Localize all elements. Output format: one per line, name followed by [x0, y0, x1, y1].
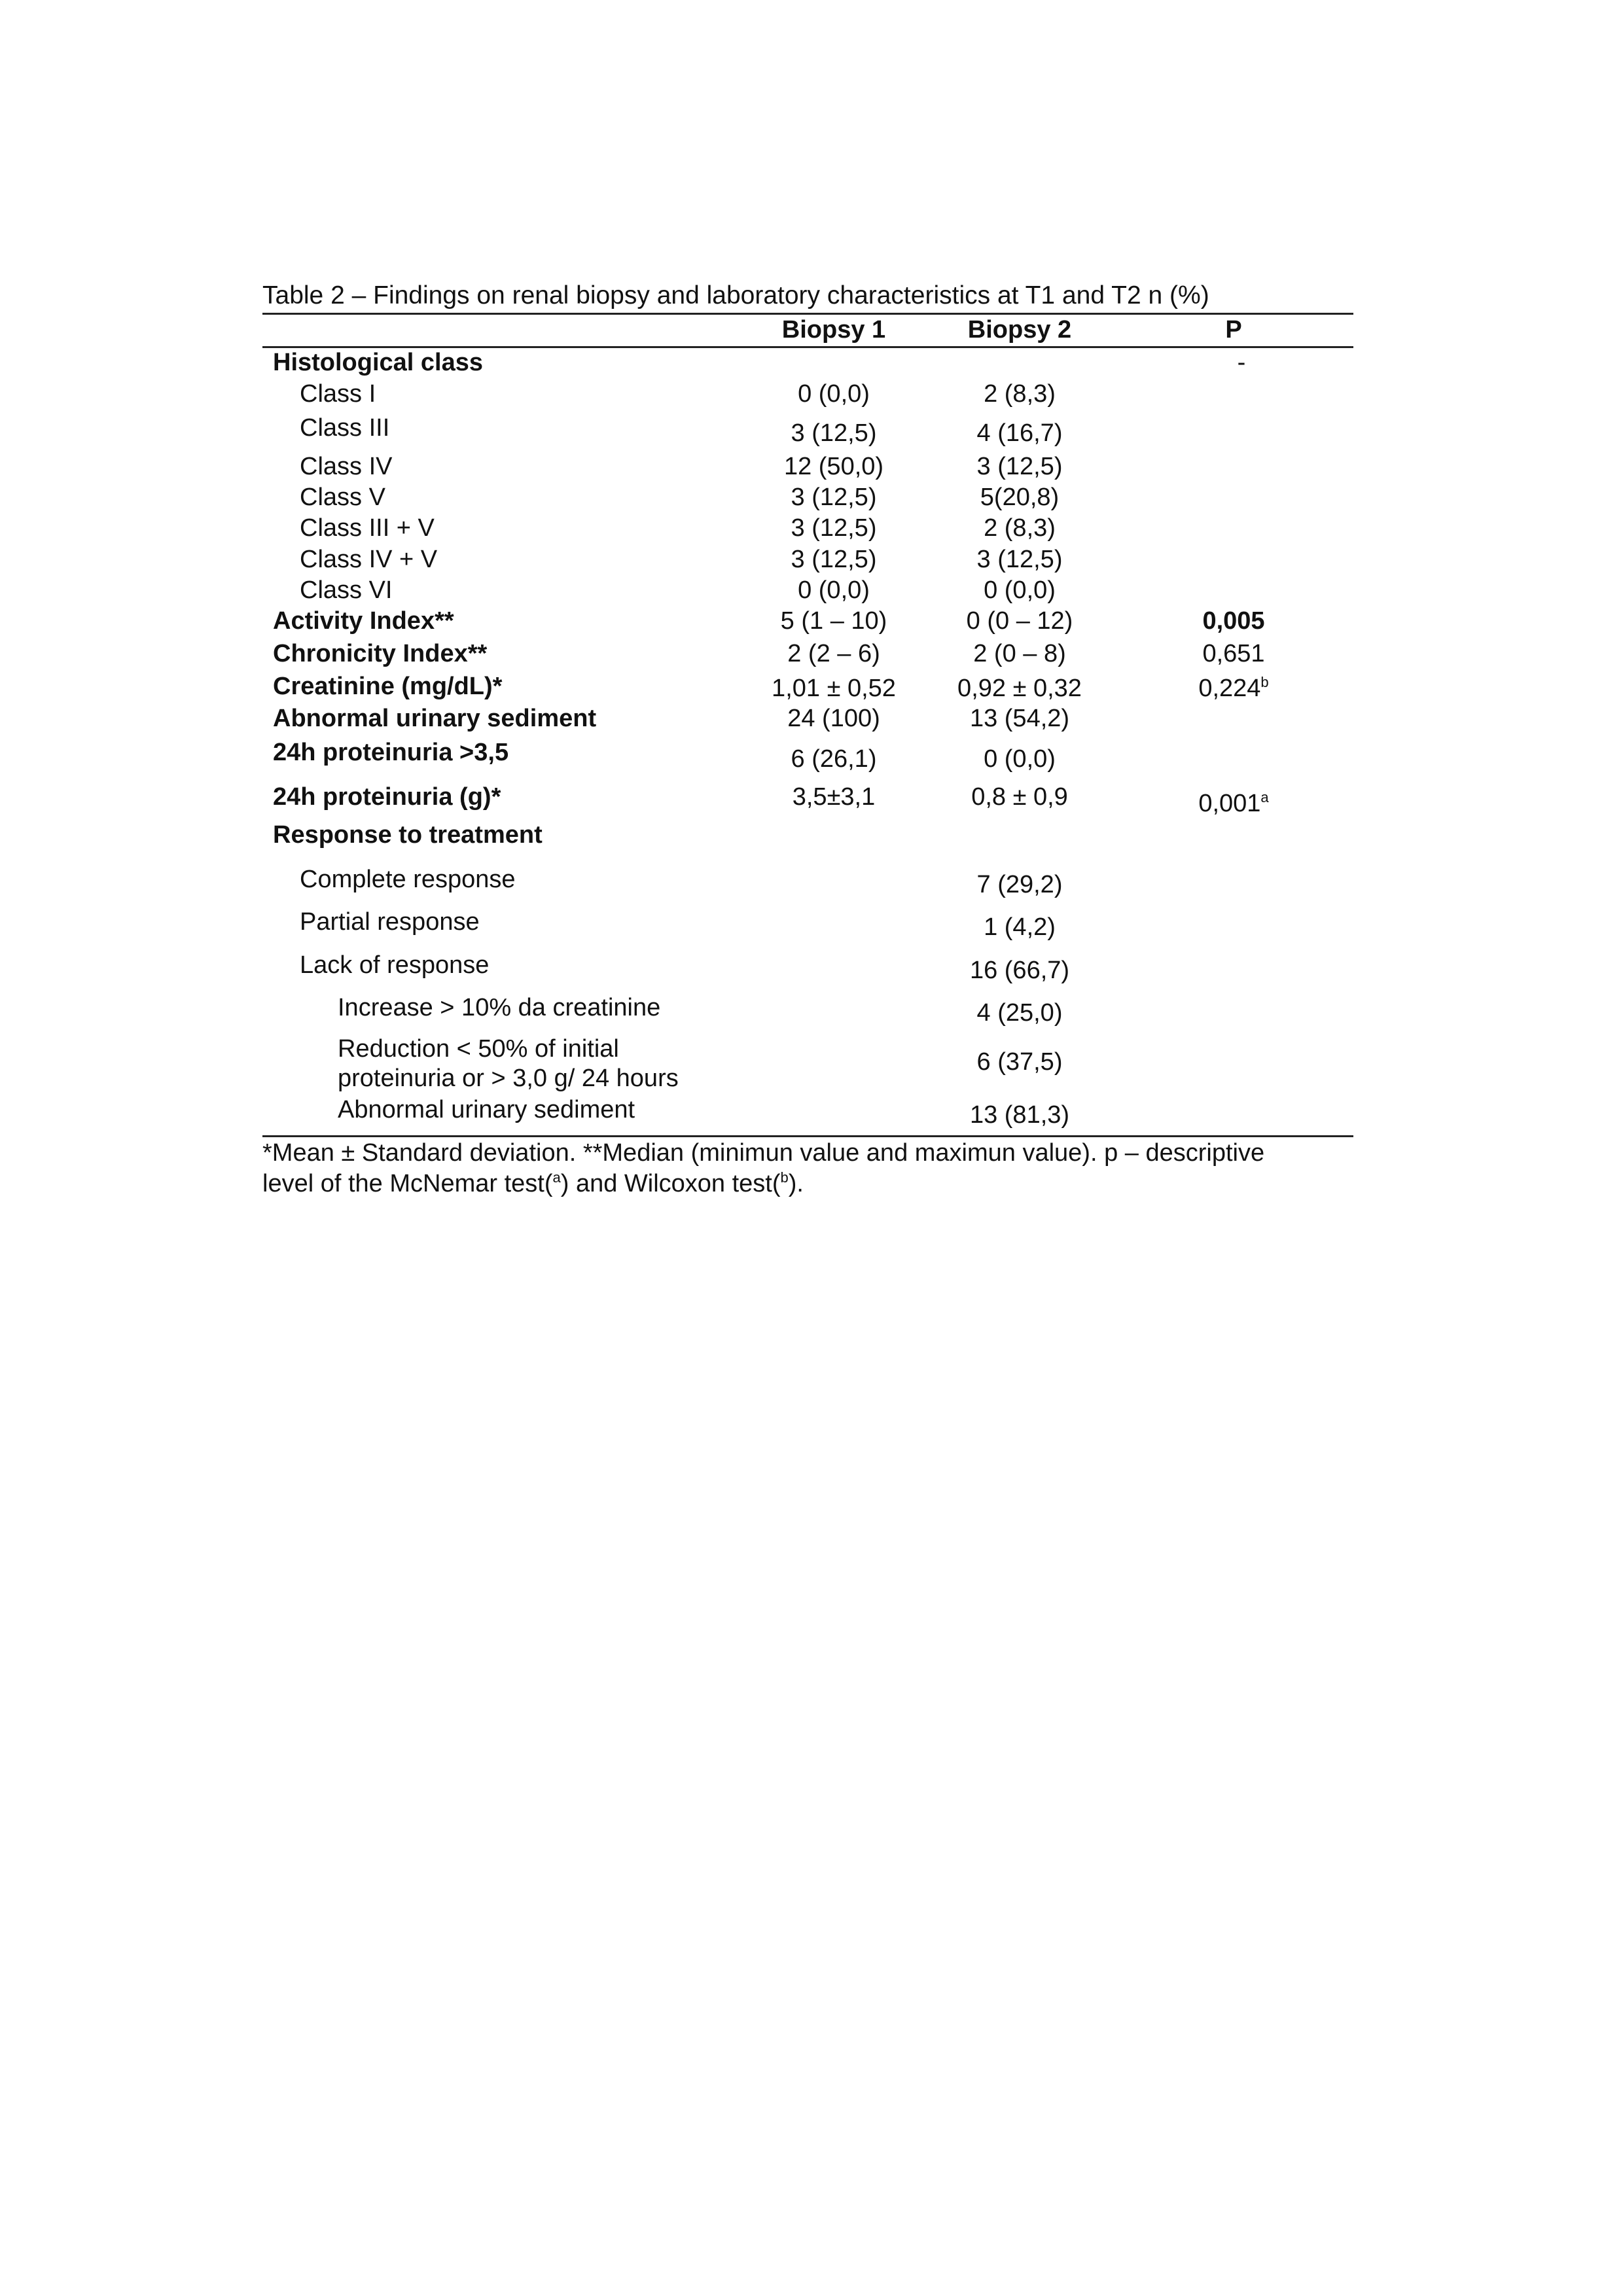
biopsy1-value: 5 (1 – 10)	[780, 607, 887, 635]
biopsy1-value: 0 (0,0)	[798, 380, 870, 408]
footnote-text: ) and Wilcoxon test(	[560, 1170, 781, 1197]
p-value-text: 0,001	[1198, 790, 1261, 817]
row-label: Complete response	[300, 866, 516, 893]
biopsy2-value: 1 (4,2)	[984, 913, 1056, 941]
row-label: Increase > 10% da creatinine	[338, 994, 661, 1021]
biopsy2-value: 3 (12,5)	[976, 546, 1063, 573]
footnote-text: level of the McNemar test(	[262, 1170, 553, 1197]
row-label: Abnormal urinary sediment	[338, 1096, 635, 1123]
biopsy2-value: 6 (37,5)	[976, 1048, 1063, 1076]
p-value	[1202, 607, 1264, 635]
column-header-biopsy2: Biopsy 2	[967, 316, 1072, 344]
row-label-continued: proteinuria or > 3,0 g/ 24 hours	[338, 1065, 679, 1092]
p-value-text: 0,005	[1202, 607, 1265, 635]
p-value	[1202, 639, 1264, 668]
footnote-sup-a: a	[552, 1169, 561, 1186]
biopsy2-value: 0 (0 – 12)	[966, 607, 1073, 635]
row-label: Class IV	[300, 453, 393, 480]
p-value	[1238, 348, 1246, 377]
row-label: 24h proteinuria >3,5	[273, 739, 509, 766]
biopsy2-value: 2 (8,3)	[984, 514, 1056, 542]
row-label: Class V	[300, 484, 385, 511]
row-label: Lack of response	[300, 951, 490, 979]
biopsy1-value: 2 (2 – 6)	[787, 640, 880, 667]
biopsy1-value: 6 (26,1)	[791, 745, 877, 773]
footnote-text: ).	[788, 1170, 804, 1197]
biopsy2-value: 13 (81,3)	[969, 1101, 1070, 1129]
biopsy2-value: 0 (0,0)	[984, 576, 1056, 604]
row-label: Abnormal urinary sediment	[273, 705, 597, 732]
footnote-sup-b: b	[780, 1169, 789, 1186]
row-label: Reduction < 50% of initial	[338, 1035, 619, 1063]
biopsy2-value: 16 (66,7)	[969, 957, 1070, 984]
p-value-superscript: a	[1260, 789, 1269, 805]
row-label: Partial response	[300, 908, 480, 936]
row-label: Chronicity Index**	[273, 640, 488, 667]
row-label: Class I	[300, 380, 376, 408]
biopsy1-value: 3,5±3,1	[792, 783, 876, 811]
biopsy2-value: 13 (54,2)	[969, 705, 1070, 732]
row-label: Class VI	[300, 576, 393, 604]
biopsy1-value: 3 (12,5)	[791, 514, 877, 542]
biopsy2-value: 5(20,8)	[980, 484, 1060, 511]
biopsy2-value: 2 (0 – 8)	[973, 640, 1066, 667]
biopsy2-value: 4 (25,0)	[976, 999, 1063, 1027]
row-label: Histological class	[273, 349, 484, 376]
biopsy2-value: 4 (16,7)	[976, 419, 1063, 447]
biopsy2-value: 0 (0,0)	[984, 745, 1056, 773]
column-header-p: P	[1225, 316, 1242, 344]
p-value-text: 0,651	[1202, 640, 1265, 667]
biopsy1-value: 12 (50,0)	[783, 453, 884, 480]
biopsy2-value: 0,8 ± 0,9	[971, 783, 1068, 811]
row-label: 24h proteinuria (g)*	[273, 783, 501, 811]
row-label: Class IV + V	[300, 546, 438, 573]
p-value-text: 0,224	[1198, 675, 1261, 702]
row-label: Class III + V	[300, 514, 435, 542]
biopsy2-value: 0,92 ± 0,32	[957, 675, 1082, 702]
biopsy1-value: 3 (12,5)	[791, 484, 877, 511]
footnote-line1: *Mean ± Standard deviation. **Median (minimun value and maximun value). p – descriptive	[262, 1139, 1265, 1167]
p-value-text: -	[1237, 349, 1246, 376]
p-value-superscript: b	[1260, 674, 1269, 690]
top-rule	[262, 313, 1353, 315]
biopsy1-value: 1,01 ± 0,52	[772, 675, 896, 702]
footnote-line2	[262, 1169, 804, 1198]
biopsy1-value: 24 (100)	[787, 705, 880, 732]
biopsy2-value: 2 (8,3)	[984, 380, 1056, 408]
biopsy1-value: 3 (12,5)	[791, 419, 877, 447]
column-header-biopsy1: Biopsy 1	[781, 316, 886, 344]
row-label: Class III	[300, 414, 390, 442]
p-value	[1198, 674, 1268, 703]
p-value	[1198, 789, 1268, 818]
biopsy2-value: 7 (29,2)	[976, 871, 1063, 898]
biopsy1-value: 3 (12,5)	[791, 546, 877, 573]
row-label: Activity Index**	[273, 607, 454, 635]
biopsy2-value: 3 (12,5)	[976, 453, 1063, 480]
biopsy1-value: 0 (0,0)	[798, 576, 870, 604]
table-title: Table 2 – Findings on renal biopsy and laboratory characteristics at T1 and T2 n (%)	[262, 281, 1209, 309]
row-label: Creatinine (mg/dL)*	[273, 673, 503, 700]
bottom-rule	[262, 1135, 1353, 1137]
row-label: Response to treatment	[273, 821, 543, 849]
